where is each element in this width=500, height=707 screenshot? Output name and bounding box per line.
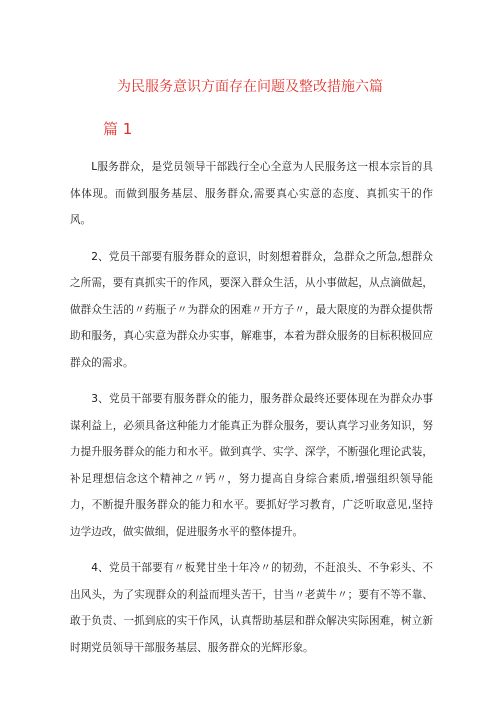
paragraph-4: 4、党员干部要有〃板凳甘坐十年冷〃的韧劲，不赶浪头、不争彩头、不出风头，为了实现群众的利益而埋头苦干，甘当〃老黄牛〃；要有不等不靠、敢于负责、一抓到底的实干作风，认真帮助基层和群众解决实际困难，树立新时期党员领导干部服务基层、服务群众的光辉形象。 [70,562,433,654]
document-body [70,154,433,671]
paragraph-2: 2、党员干部要有服务群众的意识，时刻想着群众，急群众之所急,想群众之所需，要有真抓实干的作风，要深入群众生活，从小事做起，从点滴做起，做群众生活的〃药瓶子〃为群众的困难〃开方子〃，最大限度的为群众提供帮助和服务，真心实意为群众办实事，解难事，本着为群众服务的目标积极回应群众的需求。 [70,250,433,369]
paragraph-1: L服务群众，是党员领导干部践行全心全意为人民服务这一根本宗旨的具体体现。而做到服务基层、服务群众,需要真心实意的态度、真抓实干的作风。 [70,161,433,226]
section-heading: 篇 1 [103,120,133,138]
paragraph-3: 3、党员干部要有服务群众的能力，服务群众最终还要体现在为群众办事谋利益上，必须具备这种能力才能真正为群众服务，要认真学习业务知识，努力提升服务群众的能力和水平。做到真学、实学、深学，不断强化理论武装，补足理想信念这个精神之〃钙〃，努力提高自身综合素质,增强组织领导能力，不断提升服务群众的能力和水平。要抓好学习教育，广泛听取意见,坚持边学边改，做实做细，促进服务水平的整体提升。 [70,393,433,538]
document-title: 为民服务意识方面存在问题及整改措施六篇 [117,79,383,95]
